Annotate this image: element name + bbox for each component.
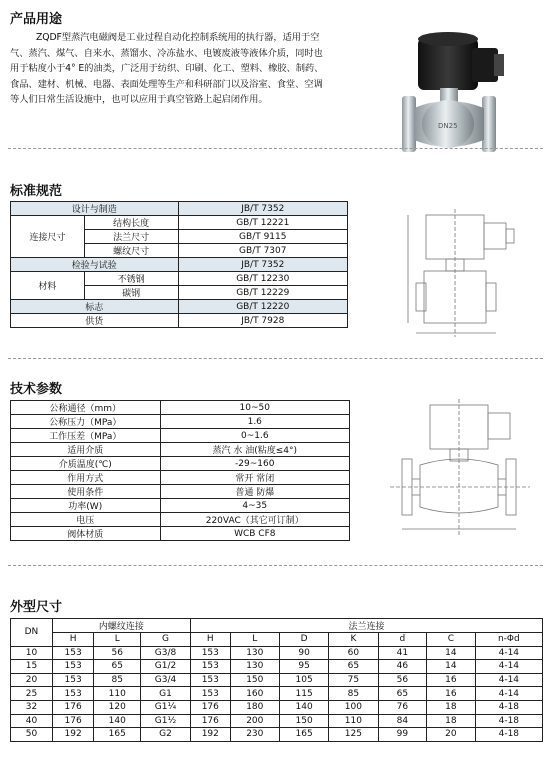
dim-cell: 4-18: [475, 728, 542, 742]
std-label: 标志: [11, 300, 179, 314]
dim-cell: 4-18: [475, 700, 542, 714]
dim-cell: 4-18: [475, 714, 542, 728]
dim-cell: 95: [279, 660, 328, 674]
std-value: GB/T 9115: [178, 230, 347, 244]
dim-cell: 115: [279, 687, 328, 701]
dim-cell: 192: [52, 728, 93, 742]
std-label: 设计与制造: [11, 202, 179, 216]
divider-1: [8, 148, 543, 149]
table-row: [11, 728, 543, 742]
table-row: [11, 499, 350, 513]
tech-key: 公称压力（MPa）: [11, 415, 161, 429]
dn-cell: 10: [11, 646, 53, 660]
std-label: 检验与试验: [11, 258, 179, 272]
dim-cell: 60: [329, 646, 378, 660]
tech-key: 适用介质: [11, 443, 161, 457]
dim-cell: 130: [230, 646, 279, 660]
dim-cell: 150: [230, 673, 279, 687]
dn-cell: 25: [11, 687, 53, 701]
dim-cell: 110: [94, 687, 141, 701]
table-row: [11, 443, 350, 457]
tech-value: 10~50: [160, 401, 349, 415]
std-value: GB/T 12230: [178, 272, 347, 286]
table-header-row: [11, 633, 543, 647]
dn-cell: 50: [11, 728, 53, 742]
col-header: n-Φd: [475, 633, 542, 647]
divider-3: [8, 565, 543, 566]
dim-cell: 105: [279, 673, 328, 687]
dim-cell: G3/8: [141, 646, 191, 660]
divider-2: [8, 358, 543, 359]
dim-cell: 160: [230, 687, 279, 701]
std-value: JB/T 7352: [178, 202, 347, 216]
dn-cell: 15: [11, 660, 53, 674]
dim-cell: G2: [141, 728, 191, 742]
table-row: [11, 471, 350, 485]
table-row: [11, 258, 348, 272]
table-row: [11, 216, 348, 230]
std-value: GB/T 12229: [178, 286, 347, 300]
dim-cell: 65: [378, 687, 427, 701]
dim-cell: G3/4: [141, 673, 191, 687]
col-header: G: [141, 633, 191, 647]
dim-cell: 100: [329, 700, 378, 714]
table-row: [11, 687, 543, 701]
table-row: [11, 314, 348, 328]
dims-title: 外型尺寸: [10, 600, 63, 615]
table-row: [11, 513, 350, 527]
dim-cell: 192: [190, 728, 230, 742]
tech-value: 4~35: [160, 499, 349, 513]
table-row: [11, 429, 350, 443]
dim-cell: 20: [427, 728, 476, 742]
dim-cell: 110: [329, 714, 378, 728]
col-header: K: [329, 633, 378, 647]
col-header: H: [190, 633, 230, 647]
table-row: [11, 202, 348, 216]
dim-cell: 176: [52, 700, 93, 714]
tech-value: 常开 常闭: [160, 471, 349, 485]
dim-cell: 153: [52, 673, 93, 687]
dim-cell: 140: [279, 700, 328, 714]
dn-cell: 40: [11, 714, 53, 728]
std-sublabel: 螺纹尺寸: [84, 244, 178, 258]
dim-cell: G1½: [141, 714, 191, 728]
tech-key: 工作压差（MPa）: [11, 429, 161, 443]
table-row: [11, 401, 350, 415]
table-row: [11, 272, 348, 286]
tech-key: 阀体材质: [11, 527, 161, 541]
standards-title: 标准规范: [10, 184, 63, 199]
dim-cell: G1: [141, 687, 191, 701]
dim-cell: 176: [52, 714, 93, 728]
dim-cell: 18: [427, 714, 476, 728]
dim-cell: 65: [94, 660, 141, 674]
col-header: C: [427, 633, 476, 647]
tech-key: 介质温度(℃): [11, 457, 161, 471]
valve-photo: [390, 28, 540, 174]
group-header-threaded: 内螺纹连接: [52, 619, 190, 633]
dim-cell: G1¼: [141, 700, 191, 714]
dim-cell: 180: [230, 700, 279, 714]
std-value: GB/T 12221: [178, 216, 347, 230]
tech-title: 技术参数: [10, 382, 63, 397]
dim-cell: 16: [427, 673, 476, 687]
table-row: [11, 457, 350, 471]
dn-cell: 32: [11, 700, 53, 714]
dim-cell: 4-14: [475, 646, 542, 660]
dn-header: DN: [11, 619, 53, 647]
dim-cell: 56: [94, 646, 141, 660]
dim-cell: 153: [190, 673, 230, 687]
group-header-flanged: 法兰连接: [190, 619, 542, 633]
usage-text: ZQDF型蒸汽电磁阀是工业过程自动化控制系统用的执行器，适用于空气、蒸汽、煤气、自来水、蒸馏水、冷冻盐水、电镀废液等液体介质，同时也用于粘度小于4° E的油类，广泛用于纺织、印刷、化工、塑料、橡胶、制药、食品、建材、机械、电器、表面处理等生产和科研部门以及浴室、食堂、空调等人们日常生活设施中，也可以应用于真空管路上起启闭作用。: [10, 32, 324, 105]
dim-cell: 165: [94, 728, 141, 742]
dims-table: [10, 618, 543, 742]
dim-cell: 165: [279, 728, 328, 742]
tech-value: 蒸汽 水 油(粘度≤4°): [160, 443, 349, 457]
dim-cell: 4-14: [475, 673, 542, 687]
dim-cell: 76: [378, 700, 427, 714]
dim-cell: 99: [378, 728, 427, 742]
tech-value: 普通 防爆: [160, 485, 349, 499]
dim-cell: 176: [190, 714, 230, 728]
dim-cell: 14: [427, 646, 476, 660]
dim-cell: 130: [230, 660, 279, 674]
tech-key: 电压: [11, 513, 161, 527]
usage-title: 产品用途: [10, 12, 63, 27]
dn-cell: 20: [11, 673, 53, 687]
tech-key: 使用条件: [11, 485, 161, 499]
dims-body: [11, 646, 543, 741]
dim-cell: 14: [427, 660, 476, 674]
table-row: [11, 300, 348, 314]
col-header: D: [279, 633, 328, 647]
dim-cell: 90: [279, 646, 328, 660]
dim-cell: 75: [329, 673, 378, 687]
dim-cell: 153: [190, 646, 230, 660]
tech-value: 1.6: [160, 415, 349, 429]
col-header: L: [94, 633, 141, 647]
std-label: 供货: [11, 314, 179, 328]
std-sublabel: 不锈钢: [84, 272, 178, 286]
dim-cell: 41: [378, 646, 427, 660]
dim-cell: 140: [94, 714, 141, 728]
col-header: L: [230, 633, 279, 647]
threaded-valve-drawing: [400, 205, 540, 345]
standards-table: [10, 201, 348, 328]
dim-cell: 16: [427, 687, 476, 701]
table-row: [11, 485, 350, 499]
dim-cell: 153: [52, 687, 93, 701]
std-value: GB/T 12220: [178, 300, 347, 314]
dim-cell: 125: [329, 728, 378, 742]
dim-cell: 84: [378, 714, 427, 728]
dim-cell: 85: [329, 687, 378, 701]
dim-cell: 200: [230, 714, 279, 728]
col-header: d: [378, 633, 427, 647]
tech-key: 公称通径（mm）: [11, 401, 161, 415]
dim-cell: 153: [190, 687, 230, 701]
col-header: H: [52, 633, 93, 647]
flanged-valve-drawing: [380, 395, 540, 545]
std-label: 连接尺寸: [11, 216, 85, 258]
dim-cell: 153: [52, 646, 93, 660]
tech-table: [10, 400, 350, 541]
dim-cell: 153: [190, 660, 230, 674]
dim-cell: 153: [52, 660, 93, 674]
std-value: GB/T 7307: [178, 244, 347, 258]
dim-cell: 120: [94, 700, 141, 714]
table-row: [11, 646, 543, 660]
std-value: JB/T 7928: [178, 314, 347, 328]
tech-value: 220VAC（其它可订制）: [160, 513, 349, 527]
dim-cell: 85: [94, 673, 141, 687]
table-header-row: [11, 619, 543, 633]
std-label: 材料: [11, 272, 85, 300]
valve-photo-label: DN25: [438, 122, 458, 130]
dim-cell: 65: [329, 660, 378, 674]
dim-cell: 18: [427, 700, 476, 714]
tech-value: WCB CF8: [160, 527, 349, 541]
std-sublabel: 结构长度: [84, 216, 178, 230]
tech-value: -29~160: [160, 457, 349, 471]
dim-cell: 176: [190, 700, 230, 714]
table-row: [11, 700, 543, 714]
tech-value: 0~1.6: [160, 429, 349, 443]
dim-cell: 4-14: [475, 660, 542, 674]
dim-cell: G1/2: [141, 660, 191, 674]
std-value: JB/T 7352: [178, 258, 347, 272]
dim-cell: 4-14: [475, 687, 542, 701]
std-sublabel: 碳钢: [84, 286, 178, 300]
tech-key: 作用方式: [11, 471, 161, 485]
tech-key: 功率(W): [11, 499, 161, 513]
table-row: [11, 527, 350, 541]
dim-cell: 56: [378, 673, 427, 687]
table-row: [11, 673, 543, 687]
std-sublabel: 法兰尺寸: [84, 230, 178, 244]
dim-cell: 46: [378, 660, 427, 674]
table-row: [11, 714, 543, 728]
dim-cell: 230: [230, 728, 279, 742]
table-row: [11, 415, 350, 429]
dim-cell: 150: [279, 714, 328, 728]
table-row: [11, 660, 543, 674]
